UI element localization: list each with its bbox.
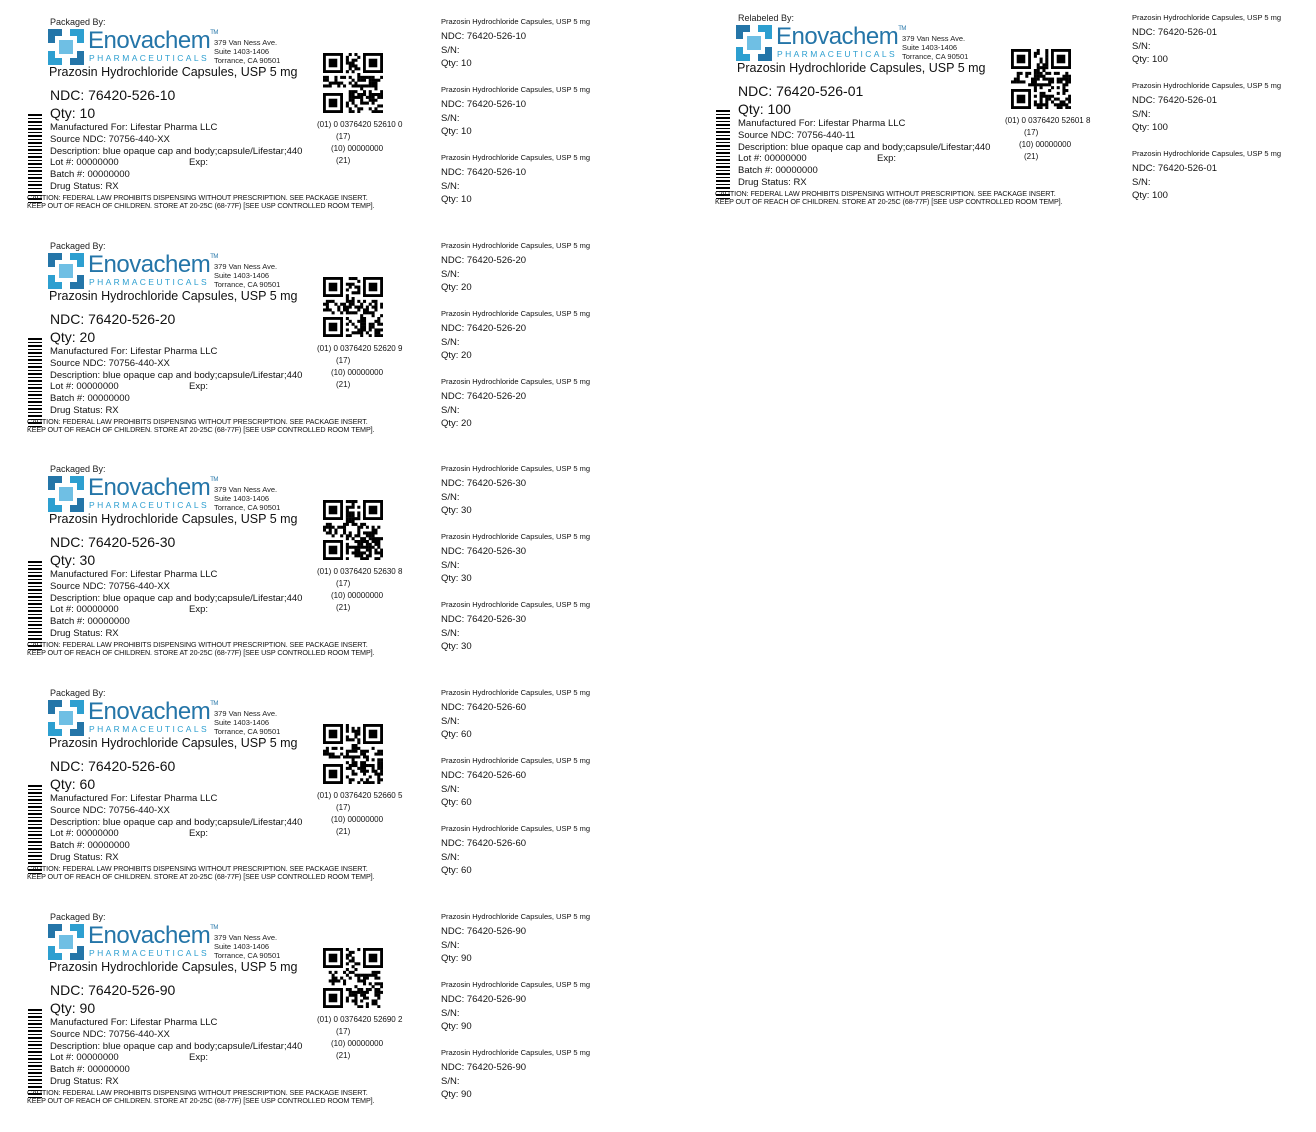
strip-qty: Qty: 60 <box>441 865 472 876</box>
expiration: Exp: <box>189 381 209 392</box>
strip-sn: S/N: <box>441 1008 460 1019</box>
manufacturer: Manufactured For: Lifestar Pharma LLC <box>50 346 218 357</box>
gs1-codes <box>317 343 402 391</box>
brand-name: Enovachem™ <box>88 922 218 949</box>
gs1-serial: (21) <box>1024 152 1039 161</box>
strip-qty: Qty: 90 <box>441 1089 472 1100</box>
manufacturer: Manufactured For: Lifestar Pharma LLC <box>738 118 906 129</box>
strip-sn: S/N: <box>441 405 460 416</box>
strip-product: Prazosin Hydrochloride Capsules, USP 5 mg <box>441 1048 591 1057</box>
strip-qty: Qty: 20 <box>441 418 472 429</box>
strip-sn: S/N: <box>441 560 460 571</box>
quantity: Qty: 90 <box>50 1000 96 1016</box>
strip-product: Prazosin Hydrochloride Capsules, USP 5 mg <box>441 980 591 989</box>
batch-number: Batch #: 00000000 <box>50 616 130 627</box>
brand-subtitle: PHARMACEUTICALS <box>89 53 210 63</box>
gs1-expiry: (17) <box>1024 128 1039 137</box>
gs1-expiry: (17) <box>336 579 351 588</box>
strip-ndc: NDC: 76420-526-10 <box>441 99 527 110</box>
strip-ndc: NDC: 76420-526-60 <box>441 702 527 713</box>
caution-line-1: CAUTION: FEDERAL LAW PROHIBITS DISPENSING WITHOUT PRESCRIPTION. SEE PACKAGE INSERT. <box>27 640 368 649</box>
enovachem-logo <box>48 474 218 516</box>
gs1-codes <box>317 790 402 838</box>
drug-status: Drug Status: RX <box>50 405 119 416</box>
packager-address: 379 Van Ness Ave. Suite 1403-1406 Torrance, CA 90501 <box>214 262 281 289</box>
brand-name: Enovachem™ <box>776 23 906 50</box>
qr-code-icon <box>323 724 383 784</box>
batch-number: Batch #: 00000000 <box>738 165 818 176</box>
logo-mark-icon <box>48 476 84 512</box>
gs1-expiry: (17) <box>336 803 351 812</box>
package-label <box>24 18 444 233</box>
strip-ndc: NDC: 76420-526-20 <box>441 391 527 402</box>
strip-ndc: NDC: 76420-526-20 <box>441 255 527 266</box>
strip-sn: S/N: <box>441 337 460 348</box>
quantity: Qty: 10 <box>50 105 96 121</box>
packager-address: 379 Van Ness Ave. Suite 1403-1406 Torrance, CA 90501 <box>214 709 281 736</box>
brand-subtitle: PHARMACEUTICALS <box>89 277 210 287</box>
strip-ndc: NDC: 76420-526-10 <box>441 31 527 42</box>
strip-sn: S/N: <box>441 181 460 192</box>
strip-product: Prazosin Hydrochloride Capsules, USP 5 mg <box>441 153 591 162</box>
lot-number: Lot #: 00000000 <box>50 381 119 392</box>
description: Description: blue opaque cap and body;capsule/Lifestar;440 <box>50 817 303 828</box>
packager-address: 379 Van Ness Ave. Suite 1403-1406 Torrance, CA 90501 <box>214 933 281 960</box>
strip-qty: Qty: 100 <box>1132 190 1168 201</box>
caution-line-2: KEEP OUT OF REACH OF CHILDREN. STORE AT 20-25C (68-77F) [SEE USP CONTROLLED ROOM TEMP]. <box>27 425 375 434</box>
gs1-codes <box>317 1014 402 1062</box>
strip-sn: S/N: <box>1132 177 1151 188</box>
caution-line-1: CAUTION: FEDERAL LAW PROHIBITS DISPENSING WITHOUT PRESCRIPTION. SEE PACKAGE INSERT. <box>27 193 368 202</box>
manufacturer: Manufactured For: Lifestar Pharma LLC <box>50 793 218 804</box>
strip-product: Prazosin Hydrochloride Capsules, USP 5 mg <box>441 912 591 921</box>
lot-number: Lot #: 00000000 <box>50 157 119 168</box>
logo-mark-icon <box>48 253 84 289</box>
strip-product: Prazosin Hydrochloride Capsules, USP 5 mg <box>441 824 591 833</box>
ndc-number: NDC: 76420-526-01 <box>738 83 864 99</box>
caution-line-2: KEEP OUT OF REACH OF CHILDREN. STORE AT 20-25C (68-77F) [SEE USP CONTROLLED ROOM TEMP]. <box>27 201 375 210</box>
packager-heading: Packaged By: <box>50 241 106 251</box>
description: Description: blue opaque cap and body;capsule/Lifestar;440 <box>738 142 991 153</box>
brand-subtitle: PHARMACEUTICALS <box>89 724 210 734</box>
packager-heading: Relabeled By: <box>738 13 795 23</box>
package-label <box>24 242 444 457</box>
drug-status: Drug Status: RX <box>50 181 119 192</box>
strip-qty: Qty: 90 <box>441 1021 472 1032</box>
batch-number: Batch #: 00000000 <box>50 840 130 851</box>
ndc-number: NDC: 76420-526-10 <box>50 87 176 103</box>
source-ndc: Source NDC: 70756-440-XX <box>50 805 170 816</box>
strip-sn: S/N: <box>441 628 460 639</box>
strip-qty: Qty: 10 <box>441 58 472 69</box>
gs1-serial: (21) <box>336 1051 351 1060</box>
source-ndc: Source NDC: 70756-440-11 <box>738 130 856 141</box>
drug-status: Drug Status: RX <box>50 1076 119 1087</box>
qr-code-icon <box>323 500 383 560</box>
source-ndc: Source NDC: 70756-440-XX <box>50 581 170 592</box>
strip-sn: S/N: <box>1132 109 1151 120</box>
gs1-lot: (10) 00000000 <box>331 1039 384 1048</box>
drug-status: Drug Status: RX <box>50 628 119 639</box>
brand-name: Enovachem™ <box>88 27 218 54</box>
expiration: Exp: <box>189 157 209 168</box>
qr-code-icon <box>323 277 383 337</box>
barcode-icon <box>28 338 42 428</box>
gs1-lot: (10) 00000000 <box>331 368 384 377</box>
gs1-serial: (21) <box>336 156 351 165</box>
strip-ndc: NDC: 76420-526-30 <box>441 546 527 557</box>
strip-product: Prazosin Hydrochloride Capsules, USP 5 mg <box>1132 13 1282 22</box>
strip-qty: Qty: 10 <box>441 194 472 205</box>
gs1-lot: (10) 00000000 <box>331 144 384 153</box>
strip-qty: Qty: 20 <box>441 350 472 361</box>
gs1-gtin: (01) 0 0376420 52660 5 <box>317 791 403 800</box>
strip-sn: S/N: <box>441 784 460 795</box>
strip-sn: S/N: <box>1132 41 1151 52</box>
expiration: Exp: <box>189 604 209 615</box>
qr-code-icon <box>323 53 383 113</box>
expiration: Exp: <box>189 828 209 839</box>
product-name: Prazosin Hydrochloride Capsules, USP 5 mg <box>49 65 298 79</box>
gs1-gtin: (01) 0 0376420 52620 9 <box>317 344 403 353</box>
lot-number: Lot #: 00000000 <box>50 828 119 839</box>
product-name: Prazosin Hydrochloride Capsules, USP 5 mg <box>737 61 986 75</box>
strip-sn: S/N: <box>441 492 460 503</box>
strip-sn: S/N: <box>441 113 460 124</box>
description: Description: blue opaque cap and body;capsule/Lifestar;440 <box>50 1041 303 1052</box>
strip-sn: S/N: <box>441 45 460 56</box>
batch-number: Batch #: 00000000 <box>50 393 130 404</box>
brand-name: Enovachem™ <box>88 698 218 725</box>
package-label <box>712 14 1132 229</box>
brand-subtitle: PHARMACEUTICALS <box>777 49 898 59</box>
barcode-icon <box>28 561 42 651</box>
lot-number: Lot #: 00000000 <box>50 604 119 615</box>
gs1-expiry: (17) <box>336 356 351 365</box>
caution-line-2: KEEP OUT OF REACH OF CHILDREN. STORE AT 20-25C (68-77F) [SEE USP CONTROLLED ROOM TEMP]. <box>715 197 1063 206</box>
enovachem-logo <box>48 922 218 964</box>
expiration: Exp: <box>189 1052 209 1063</box>
manufacturer: Manufactured For: Lifestar Pharma LLC <box>50 122 218 133</box>
strip-ndc: NDC: 76420-526-60 <box>441 838 527 849</box>
strip-product: Prazosin Hydrochloride Capsules, USP 5 mg <box>441 600 591 609</box>
strip-qty: Qty: 90 <box>441 953 472 964</box>
strip-sn: S/N: <box>441 269 460 280</box>
strip-product: Prazosin Hydrochloride Capsules, USP 5 mg <box>1132 81 1282 90</box>
brand-name: Enovachem™ <box>88 474 218 501</box>
caution-line-2: KEEP OUT OF REACH OF CHILDREN. STORE AT 20-25C (68-77F) [SEE USP CONTROLLED ROOM TEMP]. <box>27 872 375 881</box>
quantity: Qty: 60 <box>50 776 96 792</box>
gs1-lot: (10) 00000000 <box>1019 140 1072 149</box>
description: Description: blue opaque cap and body;capsule/Lifestar;440 <box>50 146 303 157</box>
description: Description: blue opaque cap and body;capsule/Lifestar;440 <box>50 593 303 604</box>
manufacturer: Manufactured For: Lifestar Pharma LLC <box>50 569 218 580</box>
caution-line-1: CAUTION: FEDERAL LAW PROHIBITS DISPENSING WITHOUT PRESCRIPTION. SEE PACKAGE INSERT. <box>27 864 368 873</box>
strip-ndc: NDC: 76420-526-10 <box>441 167 527 178</box>
product-name: Prazosin Hydrochloride Capsules, USP 5 mg <box>49 512 298 526</box>
batch-number: Batch #: 00000000 <box>50 169 130 180</box>
quantity: Qty: 100 <box>738 101 791 117</box>
strip-sn: S/N: <box>441 940 460 951</box>
expiration: Exp: <box>877 153 897 164</box>
gs1-expiry: (17) <box>336 1027 351 1036</box>
logo-mark-icon <box>48 924 84 960</box>
brand-name: Enovachem™ <box>88 251 218 278</box>
logo-mark-icon <box>736 25 772 61</box>
caution-line-1: CAUTION: FEDERAL LAW PROHIBITS DISPENSING WITHOUT PRESCRIPTION. SEE PACKAGE INSERT. <box>27 417 368 426</box>
caution-line-2: KEEP OUT OF REACH OF CHILDREN. STORE AT 20-25C (68-77F) [SEE USP CONTROLLED ROOM TEMP]. <box>27 648 375 657</box>
strip-ndc: NDC: 76420-526-90 <box>441 994 527 1005</box>
packager-address: 379 Van Ness Ave. Suite 1403-1406 Torrance, CA 90501 <box>214 485 281 512</box>
barcode-icon <box>28 785 42 875</box>
gs1-codes <box>317 566 402 614</box>
gs1-gtin: (01) 0 0376420 52601 8 <box>1005 116 1091 125</box>
strip-sn: S/N: <box>441 716 460 727</box>
manufacturer: Manufactured For: Lifestar Pharma LLC <box>50 1017 218 1028</box>
caution-line-2: KEEP OUT OF REACH OF CHILDREN. STORE AT 20-25C (68-77F) [SEE USP CONTROLLED ROOM TEMP]. <box>27 1096 375 1105</box>
strip-product: Prazosin Hydrochloride Capsules, USP 5 mg <box>441 17 591 26</box>
strip-product: Prazosin Hydrochloride Capsules, USP 5 mg <box>441 85 591 94</box>
strip-product: Prazosin Hydrochloride Capsules, USP 5 mg <box>1132 149 1282 158</box>
strip-product: Prazosin Hydrochloride Capsules, USP 5 mg <box>441 464 591 473</box>
product-name: Prazosin Hydrochloride Capsules, USP 5 mg <box>49 736 298 750</box>
logo-mark-icon <box>48 29 84 65</box>
brand-subtitle: PHARMACEUTICALS <box>89 948 210 958</box>
strip-product: Prazosin Hydrochloride Capsules, USP 5 mg <box>441 756 591 765</box>
strip-qty: Qty: 100 <box>1132 122 1168 133</box>
product-name: Prazosin Hydrochloride Capsules, USP 5 mg <box>49 960 298 974</box>
source-ndc: Source NDC: 70756-440-XX <box>50 358 170 369</box>
drug-status: Drug Status: RX <box>50 852 119 863</box>
strip-product: Prazosin Hydrochloride Capsules, USP 5 mg <box>441 688 591 697</box>
strip-ndc: NDC: 76420-526-30 <box>441 478 527 489</box>
strip-sn: S/N: <box>441 852 460 863</box>
strip-product: Prazosin Hydrochloride Capsules, USP 5 mg <box>441 241 591 250</box>
product-name: Prazosin Hydrochloride Capsules, USP 5 mg <box>49 289 298 303</box>
strip-ndc: NDC: 76420-526-90 <box>441 926 527 937</box>
strip-qty: Qty: 30 <box>441 641 472 652</box>
strip-ndc: NDC: 76420-526-60 <box>441 770 527 781</box>
enovachem-logo <box>48 251 218 293</box>
ndc-number: NDC: 76420-526-20 <box>50 311 176 327</box>
drug-status: Drug Status: RX <box>738 177 807 188</box>
strip-product: Prazosin Hydrochloride Capsules, USP 5 mg <box>441 532 591 541</box>
ndc-number: NDC: 76420-526-30 <box>50 534 176 550</box>
caution-line-1: CAUTION: FEDERAL LAW PROHIBITS DISPENSING WITHOUT PRESCRIPTION. SEE PACKAGE INSERT. <box>27 1088 368 1097</box>
strip-qty: Qty: 20 <box>441 282 472 293</box>
strip-ndc: NDC: 76420-526-90 <box>441 1062 527 1073</box>
gs1-lot: (10) 00000000 <box>331 815 384 824</box>
source-ndc: Source NDC: 70756-440-XX <box>50 134 170 145</box>
gs1-codes <box>1005 115 1090 163</box>
brand-subtitle: PHARMACEUTICALS <box>89 500 210 510</box>
strip-ndc: NDC: 76420-526-01 <box>1132 27 1218 38</box>
quantity: Qty: 30 <box>50 552 96 568</box>
strip-ndc: NDC: 76420-526-20 <box>441 323 527 334</box>
package-label <box>24 913 444 1128</box>
strip-ndc: NDC: 76420-526-30 <box>441 614 527 625</box>
packager-heading: Packaged By: <box>50 464 106 474</box>
qr-code-icon <box>323 948 383 1008</box>
ndc-number: NDC: 76420-526-60 <box>50 758 176 774</box>
lot-number: Lot #: 00000000 <box>50 1052 119 1063</box>
source-ndc: Source NDC: 70756-440-XX <box>50 1029 170 1040</box>
packager-heading: Packaged By: <box>50 17 106 27</box>
barcode-icon <box>28 114 42 204</box>
ndc-number: NDC: 76420-526-90 <box>50 982 176 998</box>
gs1-gtin: (01) 0 0376420 52630 8 <box>317 567 403 576</box>
gs1-gtin: (01) 0 0376420 52690 2 <box>317 1015 403 1024</box>
caution-line-1: CAUTION: FEDERAL LAW PROHIBITS DISPENSING WITHOUT PRESCRIPTION. SEE PACKAGE INSERT. <box>715 189 1056 198</box>
packager-address: 379 Van Ness Ave. Suite 1403-1406 Torrance, CA 90501 <box>902 34 969 61</box>
gs1-codes <box>317 119 402 167</box>
strip-ndc: NDC: 76420-526-01 <box>1132 163 1218 174</box>
barcode-icon <box>28 1009 42 1099</box>
packager-heading: Packaged By: <box>50 688 106 698</box>
logo-mark-icon <box>48 700 84 736</box>
batch-number: Batch #: 00000000 <box>50 1064 130 1075</box>
strip-qty: Qty: 30 <box>441 573 472 584</box>
lot-number: Lot #: 00000000 <box>738 153 807 164</box>
gs1-gtin: (01) 0 0376420 52610 0 <box>317 120 403 129</box>
strip-qty: Qty: 10 <box>441 126 472 137</box>
qr-code-icon <box>1011 49 1071 109</box>
gs1-serial: (21) <box>336 827 351 836</box>
description: Description: blue opaque cap and body;capsule/Lifestar;440 <box>50 370 303 381</box>
gs1-expiry: (17) <box>336 132 351 141</box>
strip-product: Prazosin Hydrochloride Capsules, USP 5 mg <box>441 309 591 318</box>
packager-heading: Packaged By: <box>50 912 106 922</box>
package-label <box>24 465 444 680</box>
enovachem-logo <box>48 698 218 740</box>
strip-qty: Qty: 60 <box>441 729 472 740</box>
barcode-icon <box>716 110 730 200</box>
package-label <box>24 689 444 904</box>
gs1-lot: (10) 00000000 <box>331 591 384 600</box>
gs1-serial: (21) <box>336 380 351 389</box>
strip-sn: S/N: <box>441 1076 460 1087</box>
quantity: Qty: 20 <box>50 329 96 345</box>
strip-qty: Qty: 30 <box>441 505 472 516</box>
packager-address: 379 Van Ness Ave. Suite 1403-1406 Torrance, CA 90501 <box>214 38 281 65</box>
strip-qty: Qty: 60 <box>441 797 472 808</box>
strip-ndc: NDC: 76420-526-01 <box>1132 95 1218 106</box>
enovachem-logo <box>736 23 906 65</box>
strip-product: Prazosin Hydrochloride Capsules, USP 5 mg <box>441 377 591 386</box>
gs1-serial: (21) <box>336 603 351 612</box>
strip-qty: Qty: 100 <box>1132 54 1168 65</box>
enovachem-logo <box>48 27 218 69</box>
